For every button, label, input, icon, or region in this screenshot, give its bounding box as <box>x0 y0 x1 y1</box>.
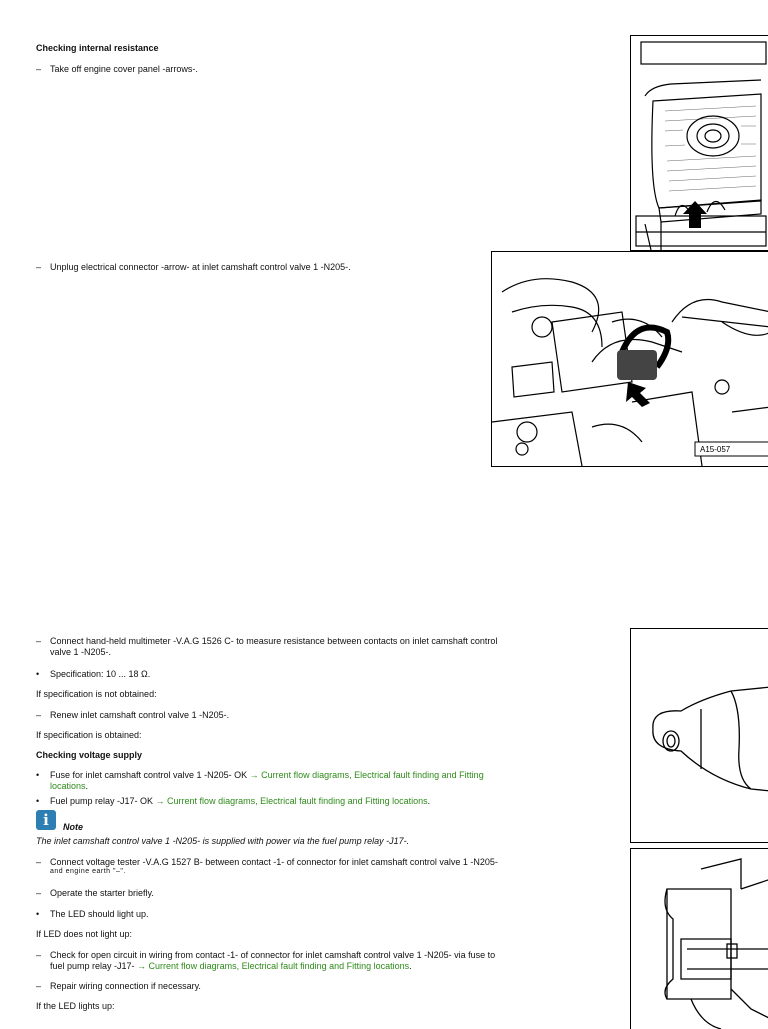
valve-illustration <box>631 629 768 842</box>
dash-marker: – <box>36 636 42 646</box>
figure-connector-tester <box>630 848 768 1029</box>
step-connect-multimeter <box>36 636 536 659</box>
step-renew <box>36 710 536 721</box>
dash-marker: – <box>36 950 42 960</box>
step-text: Operate the starter briefly. <box>50 888 154 898</box>
figure-connector <box>491 251 768 467</box>
bullet-marker: • <box>36 796 40 806</box>
step-remove-cover <box>36 64 536 75</box>
step-starter <box>36 888 536 899</box>
fuse-suffix: . <box>85 781 89 792</box>
step-text-line1: Connect voltage tester -V.A.G 1527 B- between contact -1- of connector for inlet camshaft control valve 1 -N205- <box>50 857 498 867</box>
step-unplug-connector <box>36 262 476 273</box>
note-title: Note <box>63 822 83 832</box>
figure-valve <box>630 628 768 843</box>
current-flow-link[interactable]: → Current flow diagrams, Electrical fault finding and Fitting <box>249 770 484 780</box>
fuse-item <box>36 770 536 793</box>
note-text: The inlet camshaft control valve 1 -N205- is supplied with power via the fuel pump relay -J17-. <box>36 836 410 846</box>
step-voltage-tester <box>36 857 536 877</box>
open-prefix: fuel pump relay -J17- <box>50 961 138 972</box>
connector-tester-illustration <box>631 849 768 1029</box>
step-text-line2: and engine earth "–". <box>50 868 126 876</box>
arrow-icon <box>626 382 650 407</box>
bullet-marker: • <box>36 770 40 780</box>
step-text-line2: valve 1 -N205-. <box>50 647 112 658</box>
relay-prefix: Fuel pump relay -J17- OK <box>50 796 156 806</box>
dash-marker: – <box>36 262 42 272</box>
dash-marker: – <box>36 64 42 74</box>
fuse-text-line2 <box>50 781 536 792</box>
current-flow-link[interactable]: → Current flow diagrams, Electrical fault finding and Fitting locations <box>155 796 428 806</box>
bullet-marker: • <box>36 909 40 919</box>
fuse-text <box>50 770 536 781</box>
condition-obtained: If specification is obtained: <box>36 730 142 740</box>
figure-engine-cover <box>630 35 768 251</box>
info-icon: i <box>36 810 56 830</box>
figure-label: A15-057 <box>700 445 731 454</box>
step-text: Unplug electrical connector -arrow- at inlet camshaft control valve 1 -N205-. <box>50 262 351 272</box>
led-item <box>36 909 536 920</box>
spec-item <box>36 669 536 680</box>
condition-led-lights: If the LED lights up: <box>36 1001 115 1011</box>
spec-text: Specification: 10 ... 18 Ω. <box>50 669 151 679</box>
bullet-marker: • <box>36 669 40 679</box>
step-text-line1: Check for open circuit in wiring from contact -1- of connector for inlet camshaft control valve 1 -N205- via fuse to <box>50 950 496 960</box>
step-check-open-circuit <box>36 950 536 973</box>
condition-led-not: If LED does not light up: <box>36 929 133 939</box>
current-flow-link[interactable]: → Current flow diagrams, Electrical fault finding and Fitting locations <box>137 961 410 972</box>
dash-marker: – <box>36 981 42 991</box>
dash-marker: – <box>36 888 42 898</box>
fuse-prefix: Fuse for inlet camshaft control valve 1 -N205- OK <box>50 770 250 780</box>
step-text-line1: Connect hand-held multimeter -V.A.G 1526 C- to measure resistance between contacts on inlet camshaft control <box>50 636 498 646</box>
dash-marker: – <box>36 710 42 720</box>
relay-text <box>50 796 536 807</box>
step-text-line2 <box>50 961 536 972</box>
step-text: Take off engine cover panel -arrows-. <box>50 64 198 74</box>
condition-not-obtained: If specification is not obtained: <box>36 689 157 699</box>
relay-item <box>36 796 536 807</box>
step-text: Renew inlet camshaft control valve 1 -N205-. <box>50 710 230 720</box>
step-repair <box>36 981 536 992</box>
heading-voltage-supply: Checking voltage supply <box>36 750 143 760</box>
engine-cover-illustration <box>631 36 768 250</box>
dash-marker: – <box>36 857 42 867</box>
open-suffix: . <box>409 961 412 972</box>
connector-illustration <box>492 252 768 466</box>
heading-internal-resistance: Checking internal resistance <box>36 43 159 53</box>
step-text: Repair wiring connection if necessary. <box>50 981 201 991</box>
current-flow-link-cont[interactable]: locations <box>50 781 86 792</box>
led-text: The LED should light up. <box>50 909 149 919</box>
relay-suffix: . <box>427 796 431 806</box>
